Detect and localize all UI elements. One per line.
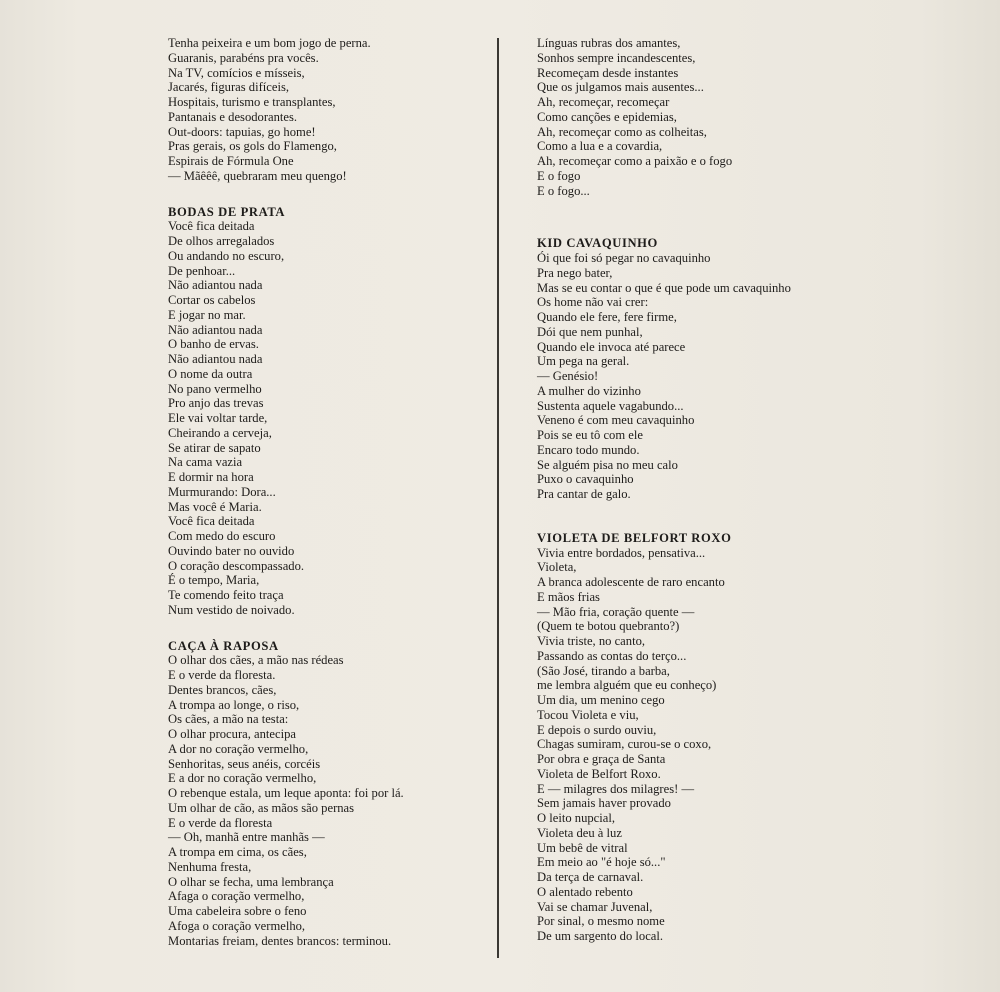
lyric-line: O olhar procura, antecipa	[168, 727, 296, 741]
lyric-line: Cheirando a cerveja,	[168, 425, 272, 440]
lyric-line: Não adiantou nada	[168, 352, 263, 366]
lyric-line: Montarias freiam, dentes brancos: terminou.	[168, 933, 392, 948]
lyric-line: (São José, tirando a barba,	[537, 663, 670, 678]
lyric-line: Os cães, a mão na testa:	[168, 712, 289, 727]
lyric-line: E o verde da floresta.	[168, 668, 276, 682]
lyric-line: Sem jamais haver provado	[537, 796, 671, 811]
lyric-line: E o fogo...	[537, 183, 590, 198]
lyric-line: De penhoar...	[168, 263, 236, 278]
lyric-line: A trompa em cima, os cães,	[168, 845, 307, 859]
lyric-line: Pra cantar de galo.	[537, 487, 631, 501]
lyric-line: Mas você é Maria.	[168, 499, 262, 514]
lyric-line: A trompa ao longe, o riso,	[168, 697, 300, 712]
song-lyrics-bodas-de-prata	[168, 219, 488, 617]
lyric-line: A mulher do vizinho	[537, 383, 641, 398]
lyric-line: E jogar no mar.	[168, 307, 246, 322]
lyric-line: Como a lua e a covardia,	[537, 139, 663, 154]
lyric-line: Um bebê de vitral	[537, 840, 628, 855]
lyric-line: O olhar dos cães, a mão nas rédeas	[168, 653, 344, 668]
lyric-line: (Quem te botou quebranto?)	[537, 619, 680, 634]
lyric-line: Nenhuma fresta,	[168, 859, 252, 874]
lyric-line: Violeta deu à luz	[537, 825, 622, 840]
lyric-line: Da terça de carnaval.	[537, 870, 644, 884]
lyric-line: — Genésio!	[537, 369, 599, 383]
intro-verse-left	[168, 36, 488, 184]
lyric-line: Ou andando no escuro,	[168, 248, 285, 263]
song-title-caca-a-raposa: CAÇA À RAPOSA	[168, 638, 279, 653]
lyric-line: E o verde da floresta	[168, 815, 273, 830]
lyric-line: Recomeçam desde instantes	[537, 65, 679, 80]
lyric-line: — Mãêêê, quebraram meu quengo!	[168, 168, 347, 183]
song-title-violeta-de-belfort-roxo: VIOLETA DE BELFORT ROXO	[537, 530, 732, 545]
lyric-line: Pois se eu tô com ele	[537, 428, 643, 442]
lyric-line: Ói que foi só pegar no cavaquinho	[537, 251, 711, 265]
lyric-line: Hospitais, turismo e transplantes,	[168, 95, 336, 109]
lyric-line: Se atirar de sapato	[168, 440, 261, 455]
left-column	[168, 36, 488, 948]
lyric-line: Vivia entre bordados, pensativa...	[537, 545, 706, 560]
lyric-line: Na cama vazia	[168, 455, 243, 470]
lyric-line: Por obra e graça de Santa	[537, 752, 666, 766]
lyric-line: Você fica deitada	[168, 219, 255, 234]
lyric-line: Violeta de Belfort Roxo.	[537, 766, 661, 781]
lyric-line: O nome da outra	[168, 366, 253, 381]
song-title-kid-cavaquinho: KID CAVAQUINHO	[537, 236, 658, 251]
lyric-line: Afaga o coração vermelho,	[168, 889, 305, 904]
column-divider	[497, 38, 499, 958]
lyric-line: Num vestido de noivado.	[168, 602, 295, 617]
lyric-line: Línguas rubras dos amantes,	[537, 36, 681, 50]
lyric-line: No pano vermelho	[168, 381, 262, 396]
lyric-line: Chagas sumiram, curou-se o coxo,	[537, 737, 712, 752]
lyric-line: E o fogo	[537, 168, 581, 183]
lyric-line: Encaro todo mundo.	[537, 442, 640, 457]
song-title-bodas-de-prata: BODAS DE PRATA	[168, 204, 286, 219]
lyric-line: Tocou Violeta e viu,	[537, 707, 639, 722]
lyric-line: Out-doors: tapuias, go home!	[168, 124, 316, 139]
lyric-line: — Oh, manhã entre manhãs —	[168, 830, 325, 845]
lyric-line: Por sinal, o mesmo nome	[537, 914, 665, 929]
lyric-line: Que os julgamos mais ausentes...	[537, 80, 704, 95]
lyric-line: Uma cabeleira sobre o feno	[168, 904, 307, 918]
lyric-line: O olhar se fecha, uma lembrança	[168, 874, 334, 889]
lyric-line: Vivia triste, no canto,	[537, 634, 646, 648]
lyric-line: Dentes brancos, cães,	[168, 682, 277, 697]
lyric-line: Em meio ao "é hoje só..."	[537, 855, 666, 870]
lyric-line: Não adiantou nada	[168, 322, 263, 337]
lyric-line: O alentado rebento	[537, 884, 633, 899]
lyric-line: E a dor no coração vermelho,	[168, 771, 317, 786]
lyric-line: Afoga o coração vermelho,	[168, 918, 306, 933]
lyric-line: O coração descompassado.	[168, 558, 305, 573]
lyric-line: Ah, recomeçar como as colheitas,	[537, 124, 707, 139]
song-lyrics-kid-cavaquinho	[537, 251, 867, 502]
lyric-line: E — milagres dos milagres! —	[537, 781, 695, 796]
lyric-line: Ah, recomeçar, recomeçar	[537, 95, 670, 109]
lyric-line: Você fica deitada	[168, 514, 255, 529]
lyric-line: Puxo o cavaquinho	[537, 472, 634, 487]
lyric-line: Cortar os cabelos	[168, 293, 256, 307]
lyric-line: E dormir na hora	[168, 470, 254, 484]
lyric-line: Sonhos sempre incandescentes,	[537, 50, 696, 65]
lyric-line: Com medo do escuro	[168, 529, 276, 543]
lyric-line: Te comendo feito traça	[168, 588, 284, 602]
lyric-line: Como canções e epidemias,	[537, 109, 677, 124]
lyric-line: Vai se chamar Juvenal,	[537, 899, 653, 914]
lyric-line: Violeta,	[537, 560, 577, 575]
lyric-line: Os home não vai crer:	[537, 295, 649, 310]
intro-verse-right	[537, 36, 867, 198]
lyric-line: Dói que nem punhal,	[537, 324, 643, 339]
lyric-line: É o tempo, Maria,	[168, 573, 260, 588]
song-lyrics-violeta-de-belfort-roxo	[537, 546, 867, 944]
lyric-line: — Mão fria, coração quente —	[537, 604, 695, 619]
lyric-line: Senhoritas, seus anéis, corcéis	[168, 756, 321, 771]
lyric-line: Pra nego bater,	[537, 265, 613, 280]
song-lyrics-caca-a-raposa	[168, 653, 488, 948]
lyric-line: Guaranis, parabéns pra vocês.	[168, 50, 319, 65]
lyric-line: Veneno é com meu cavaquinho	[537, 413, 695, 428]
lyric-line: O rebenque estala, um leque aponta: foi por lá.	[168, 786, 404, 800]
lyric-line: Sustenta aquele vagabundo...	[537, 398, 684, 413]
lyric-line: Na TV, comícios e mísseis,	[168, 65, 305, 80]
lyric-line: Pantanais e desodorantes.	[168, 109, 298, 124]
lyric-line: E depois o surdo ouviu,	[537, 722, 657, 737]
right-column	[537, 36, 867, 944]
lyric-line: Murmurando: Dora...	[168, 484, 276, 499]
lyric-line: Não adiantou nada	[168, 278, 263, 293]
lyric-line: Mas se eu contar o que é que pode um cavaquinho	[537, 280, 791, 295]
lyric-line: Ah, recomeçar como a paixão e o fogo	[537, 154, 733, 168]
lyric-line: A branca adolescente de raro encanto	[537, 575, 725, 589]
lyric-line: Quando ele invoca até parece	[537, 339, 686, 354]
lyric-line: Um dia, um menino cego	[537, 693, 665, 707]
lyric-line: Jacarés, figuras difíceis,	[168, 80, 289, 95]
lyric-line: Um olhar de cão, as mãos são pernas	[168, 800, 355, 815]
lyric-line: Quando ele fere, fere firme,	[537, 310, 677, 324]
lyric-line: De um sargento do local.	[537, 929, 664, 943]
lyric-line: Se alguém pisa no meu calo	[537, 457, 678, 472]
lyric-line: Pro anjo das trevas	[168, 396, 264, 411]
lyric-line: Ele vai voltar tarde,	[168, 411, 268, 425]
lyric-line: Um pega na geral.	[537, 354, 630, 369]
lyric-line: A dor no coração vermelho,	[168, 741, 309, 756]
lyric-line: me lembra alguém que eu conheço)	[537, 678, 717, 693]
lyric-line: O banho de ervas.	[168, 337, 259, 352]
lyric-line: Tenha peixeira e um bom jogo de perna.	[168, 36, 371, 50]
lyric-line: E mãos frias	[537, 589, 600, 604]
lyric-line: Pras gerais, os gols do Flamengo,	[168, 139, 337, 154]
lyric-line: Ouvindo bater no ouvido	[168, 543, 295, 558]
lyric-line: Espirais de Fórmula One	[168, 154, 294, 168]
lyric-line: O leito nupcial,	[537, 811, 615, 825]
lyric-line: Passando as contas do terço...	[537, 648, 687, 663]
lyric-line: De olhos arregalados	[168, 234, 275, 248]
